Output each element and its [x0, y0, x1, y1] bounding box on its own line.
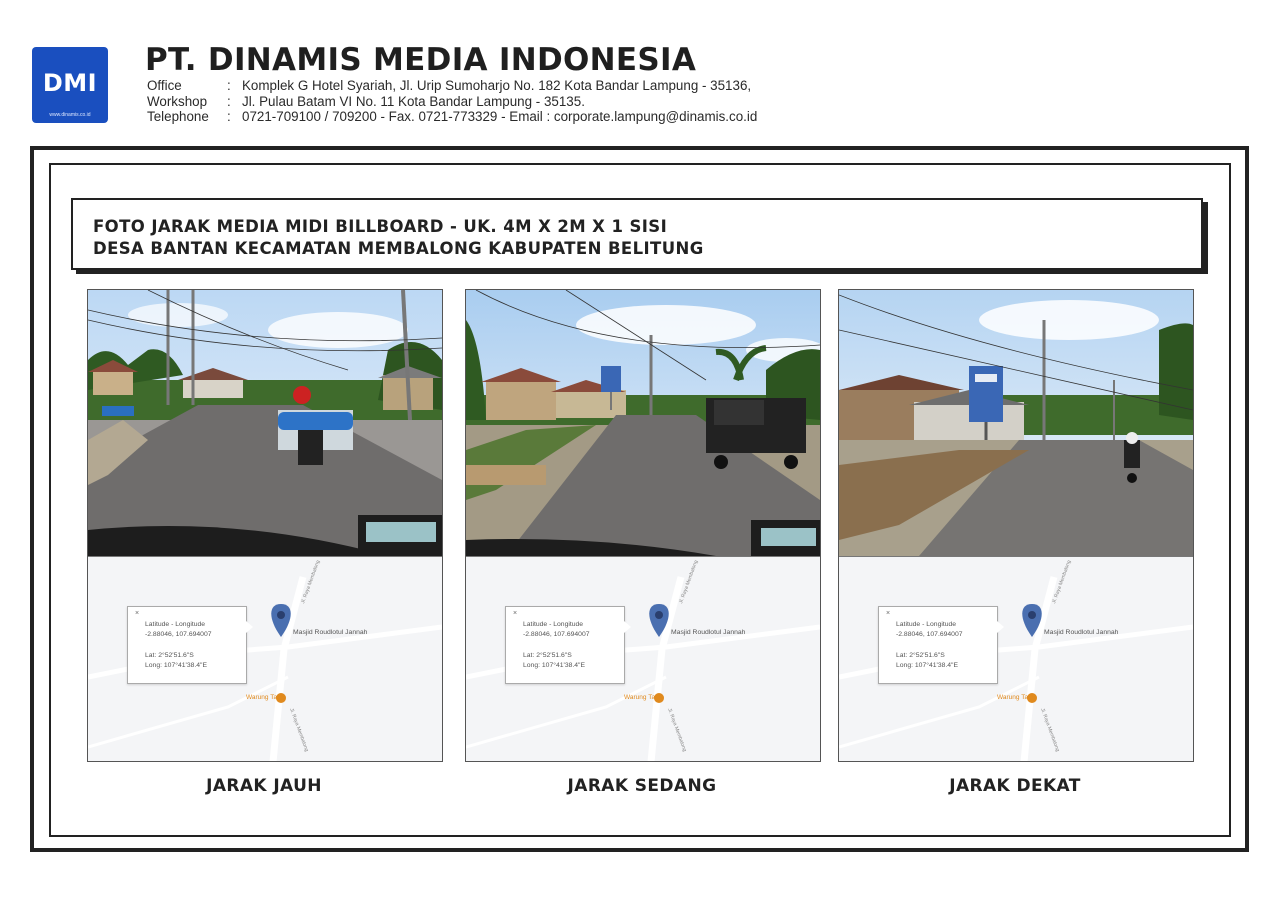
title-line-2: DESA BANTAN KECAMATAN MEMBALONG KABUPATEN BELITUNG [93, 239, 704, 258]
poi-label: Masjid Roudlotul Jannah [293, 629, 368, 636]
title-box [71, 198, 1203, 270]
road-photo-medium [466, 290, 820, 556]
location-map-near [839, 556, 1193, 762]
contact-telephone: Telephone : 0721-709100 / 709200 - Fax. 0721-773329 - Email : corporate.lampung@dinamis.co.id [147, 109, 758, 124]
street-label: Jl. Raya Membalong [300, 559, 322, 605]
street-label: Jl. Raya Membalong [288, 707, 310, 753]
poi-label: Masjid Roudlotul Jannah [1044, 629, 1119, 636]
street-label: Jl. Raya Membalong [1039, 707, 1061, 753]
caption-near: JARAK DEKAT [949, 776, 1081, 796]
poi-label: Masjid Roudlotul Jannah [671, 629, 746, 636]
coordinates-popup: × Latitude - Longitude -2.88046, 107.694007 Lat: 2°52'51.6"S Long: 107°41'38.4"E [127, 606, 247, 684]
panel-medium [465, 289, 821, 762]
coordinates-popup: × Latitude - Longitude -2.88046, 107.694007 Lat: 2°52'51.6"S Long: 107°41'38.4"E [878, 606, 998, 684]
logo-url: www.dinamis.co.id [49, 112, 91, 118]
close-icon[interactable]: × [886, 610, 891, 617]
contact-workshop: Workshop : Jl. Pulau Batam VI No. 11 Kota Bandar Lampung - 35135. [147, 93, 585, 109]
panel-near [838, 289, 1194, 762]
contact-info [147, 78, 757, 125]
street-label: Jl. Raya Membalong [678, 559, 700, 605]
company-logo [32, 47, 108, 123]
location-map-medium [466, 556, 820, 762]
street-label: Jl. Raya Membalong [1051, 559, 1073, 605]
warung-label: Warung Tante [997, 694, 1038, 701]
close-icon[interactable]: × [513, 610, 518, 617]
caption-medium: JARAK SEDANG [567, 776, 717, 796]
warung-label: Warung Tante [624, 694, 665, 701]
close-icon[interactable]: × [135, 610, 140, 617]
logo-text: DMI [42, 69, 98, 97]
company-name: PT. DINAMIS MEDIA INDONESIA [145, 42, 697, 78]
warung-label: Warung Tante [246, 694, 287, 701]
panel-far [87, 289, 443, 762]
road-photo-near [839, 290, 1193, 556]
location-map-far [88, 556, 442, 762]
road-photo-far [88, 290, 442, 556]
caption-far: JARAK JAUH [206, 776, 322, 796]
title-line-1: FOTO JARAK MEDIA MIDI BILLBOARD - UK. 4M X 2M X 1 SISI [93, 217, 668, 236]
contact-office: Office : Komplek G Hotel Syariah, Jl. Urip Sumoharjo No. 182 Kota Bandar Lampung - 35136, [147, 78, 752, 93]
coordinates-popup: × Latitude - Longitude -2.88046, 107.694007 Lat: 2°52'51.6"S Long: 107°41'38.4"E [505, 606, 625, 684]
street-label: Jl. Raya Membalong [666, 707, 688, 753]
